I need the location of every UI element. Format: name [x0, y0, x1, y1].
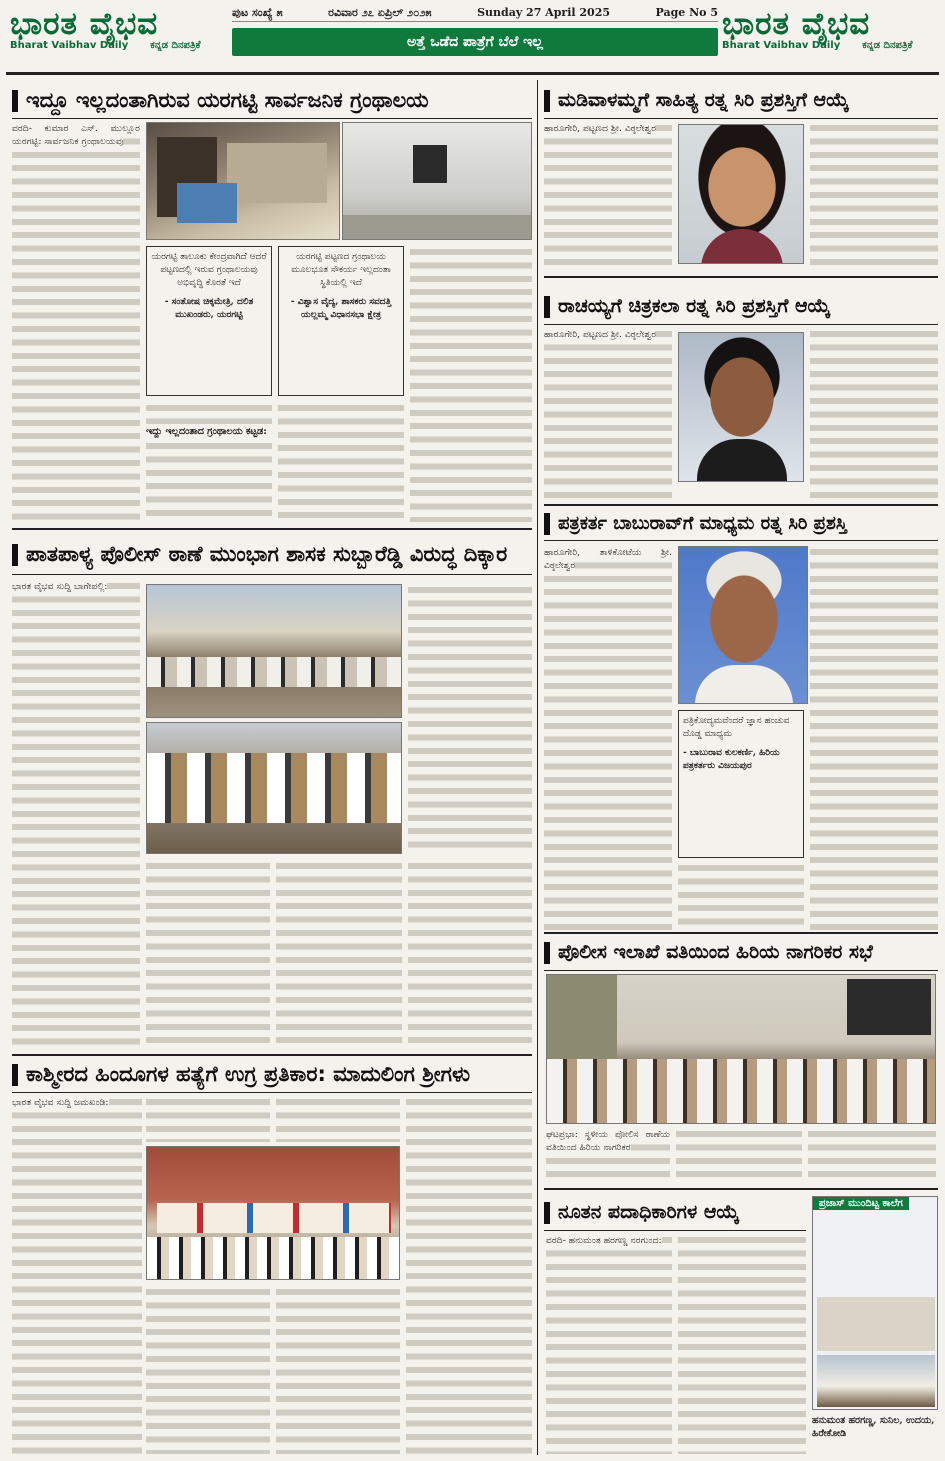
article-body-library-col3	[278, 402, 404, 522]
headline-library: ಇದ್ದೂ ಇಲ್ಲದಂತಾಗಿರುವ ಯರಗಟ್ಟಿ ಸಾರ್ವಜನಿಕ ಗ್ರಂಥಾಲಯ	[12, 84, 534, 116]
logo-english: Bharat Vaibhav Daily	[722, 40, 841, 51]
masthead-rule	[6, 72, 939, 75]
section-rule	[12, 528, 532, 530]
article-body-kashmir-col3a	[276, 1096, 400, 1142]
headline-kashmir: ಕಾಶ್ಮೀರದ ಹಿಂದೂಗಳ ಹತ್ಯೆಗೆ ಉಗ್ರ ಪ್ರತಿಕಾರ: ಮಾದುಲಿಂಗ ಶ್ರೀಗಳು	[12, 1058, 534, 1090]
article-body-new-office-col1: ವರದಿ- ಹನುಮಂತ ಹರಗಣ್ಣ ನರಗುಂದ:	[546, 1234, 672, 1454]
logo-english: Bharat Vaibhav Daily	[10, 40, 129, 51]
tagline: ಅತ್ತೆ ಒಡೆದ ಪಾತ್ರೆಗೆ ಬೆಲೆ ಇಲ್ಲ	[232, 28, 718, 56]
section-rule	[544, 504, 938, 506]
headline-rule	[544, 324, 938, 325]
quote-author: - ಬಾಬುರಾವ ಕುಲಕರ್ಣಿ, ಹಿರಿಯ ಪತ್ರಕರ್ತರು ವಿಜಯಪುರ	[683, 748, 780, 771]
logo-title: ಭಾರತ ವೈಭವ	[10, 6, 159, 42]
column-divider	[537, 80, 538, 1455]
headline-rule	[12, 574, 532, 575]
quote-box-2	[278, 246, 404, 396]
section-rule	[544, 1188, 938, 1190]
article-body-kashmir-col3b	[276, 1286, 400, 1454]
article-body-madivalamma-col1: ಹಾರೂಗೇರಿ, ಪಟ್ಟಣದ ಶ್ರೀ. ವಿಠ್ಠಲೇಶ್ವರ	[544, 122, 672, 270]
article-body-kashmir-col1: ಭಾರತ ವೈಭವ ಸುದ್ದಿ ಜಮಖಂಡಿ:	[12, 1096, 142, 1454]
new-office-caption: ಹನುಮಂತ ಹರಗಣ್ಣ, ಸುನಿಲ, ಉದಯ, ಹಿರೇಕೋಡಿ	[812, 1415, 935, 1439]
headline-rule	[544, 970, 938, 971]
photo-rachayya	[678, 332, 804, 482]
headline-police-protest: ಪಾತಪಾಳ್ಯ ಪೊಲೀಸ್ ಠಾಣೆ ಮುಂಭಾಗ ಶಾಸಕ ಸುಬ್ಬಾರೆಡ್ಡಿ ವಿರುದ್ಧ ದಿಕ್ಕಾರ	[12, 538, 534, 570]
section-rule	[544, 276, 938, 278]
headline-rule	[544, 1230, 806, 1231]
photo-baburao	[678, 546, 808, 704]
photo-label: ಪ್ರಜಾಸ್ ಮುಂದಿಟ್ಟ ಕಾಲೆಗ	[813, 1197, 909, 1210]
headline-rachayya: ರಾಚಯ್ಯಗೆ ಚಿತ್ರಕಲಾ ರತ್ನ ಸಿರಿ ಪ್ರಶಸ್ತಿಗೆ ಆಯ್ಕೆ	[544, 290, 938, 322]
article-body-library-col4	[410, 246, 532, 522]
library-subhead: ಇದ್ದು ಇಲ್ಲದಂತಾದ ಗ್ರಂಥಾಲಯ ಕಟ್ಟಡ:	[146, 426, 267, 437]
headline-police-meeting: ಪೊಲೀಸ ಇಲಾಖೆ ವತಿಯಿಂದ ಹಿರಿಯ ನಾಗರಿಕರ ಸಭೆ	[544, 936, 938, 968]
quote-box-1	[146, 246, 272, 396]
article-body-police-col3	[276, 860, 402, 1050]
article-body-rachayya-col1: ಹಾರೂಗೇರಿ, ಪಟ್ಟಣದ ಶ್ರೀ. ವಿಠ್ಠಲೇಶ್ವರ	[544, 328, 672, 500]
date-english: Sunday 27 April 2025	[477, 6, 611, 19]
logo-title: ಭಾರತ ವೈಭವ	[722, 6, 871, 42]
issue-number: ಪುಟ ಸಂಖ್ಯೆ ೫	[232, 6, 283, 19]
date-kannada: ರವಿವಾರ ೨೭ ಏಪ್ರಿಲ್ ೨೦೨೫	[328, 6, 432, 19]
library-photo-shelves	[146, 122, 340, 240]
logo-kannada: ಕನ್ನಡ ದಿನಪತ್ರಿಕೆ	[862, 40, 913, 51]
headline-new-office: ನೂತನ ಪದಾಧಿಕಾರಿಗಳ ಆಯ್ಕೆ	[544, 1196, 806, 1228]
article-body-police-meeting-col1: ಘಟಪ್ರಭಾ: ಸ್ಥಳೀಯ ಪೋಲಿಸ ಠಾಣೆಯ ವತಿಯಿಂದ ಹಿರಿಯ ನಾಗರಿಕರ	[546, 1128, 670, 1184]
headline-rule	[544, 540, 938, 541]
article-body-baburao-col2	[678, 862, 804, 930]
page-number: Page No 5	[655, 6, 718, 19]
article-body-kashmir-col4	[406, 1096, 532, 1454]
article-body-library-col2b	[146, 440, 272, 522]
article-body-library-col2a	[146, 402, 272, 424]
masthead-logo-right	[722, 4, 944, 66]
article-body-new-office-col2	[678, 1234, 806, 1454]
protest-photo-2	[146, 722, 402, 854]
quote-text: ಪತ್ರಿಕೋದ್ಯಮವೆಂದರೆ ಜ್ಞಾನ ಹಂಚುವ ದೊಡ್ಡ ಮಾಧ್ಯಮ	[683, 716, 790, 739]
quote-author: - ಸಂತೋಷ ಚಿಕ್ಕಮೇತ್ರಿ, ದಲಿತ ಮುಖಂಡರು, ಯರಗಟ್ಟಿ	[164, 297, 254, 320]
article-body-library-col1: ವರದಿ- ಕುಮಾರ ಎಸ್. ಮುಲ್ಲೂರ ಯರಗಟ್ಟಿ: ಸಾರ್ವಜನಿಕ ಗ್ರಂಥಾಲಯವು	[12, 122, 140, 522]
article-body-baburao-col3	[810, 546, 938, 930]
headline-rule	[544, 118, 938, 119]
article-body-police-meeting-col2	[676, 1128, 802, 1184]
headline-madivalamma: ಮಡಿವಾಳಮ್ಮಗೆ ಸಾಹಿತ್ಯ ರತ್ನ ಸಿರಿ ಪ್ರಶಸ್ತಿಗೆ ಆಯ್ಕೆ	[544, 84, 938, 116]
quote-author: - ವಿಶ್ವಾಸ ವೈದ್ಯ, ಶಾಸಕರು ಸವದತ್ತಿ ಯಲ್ಲಮ್ಮ ವಿಧಾನಸಭಾ ಕ್ಷೇತ್ರ	[290, 297, 392, 320]
article-body-kashmir-col2b	[146, 1286, 270, 1454]
logo-kannada: ಕನ್ನಡ ದಿನಪತ್ರಿಕೆ	[150, 40, 201, 51]
article-body-baburao-col1: ಹಾರೂಗೇರಿ, ತಾಳಿಕೋಟೆಯ ಶ್ರೀ. ವಿಠ್ಠಲೇಶ್ವರ	[544, 546, 672, 930]
quote-text: ಯರಗಟ್ಟಿ ತಾಲೂಕು ಕೇಂದ್ರವಾಗಿದೆ ಆದರೆ ಪಟ್ಟಣದಲ್ಲಿ ಇರುವ ಗ್ರಂಥಾಲಯವು ಅಭಿವೃದ್ಧಿ ಕೊರತೆ ಇದೆ	[151, 252, 267, 288]
article-body-police-col4	[408, 584, 532, 854]
masthead-logo-left	[10, 4, 232, 66]
headline-rule	[12, 118, 532, 119]
library-photo-building	[342, 122, 532, 240]
section-rule	[544, 932, 938, 934]
masthead-center	[232, 6, 718, 66]
article-body-police-col2	[146, 860, 270, 1050]
police-meeting-photo	[546, 974, 936, 1124]
protest-photo-1	[146, 584, 402, 718]
article-body-kashmir-col2a	[146, 1096, 270, 1142]
new-office-photo	[812, 1196, 938, 1410]
headline-rule	[12, 1092, 532, 1093]
article-body-police-col1: ಭಾರತ ವೈಭವ ಸುದ್ದಿ ಬಾಗೇಪಲ್ಲಿ:	[12, 580, 140, 1050]
article-body-police-meeting-col3	[808, 1128, 936, 1184]
kashmir-rally-photo	[146, 1146, 400, 1280]
quote-text: ಯರಗಟ್ಟಿ ಪಟ್ಟಣದ ಗ್ರಂಥಾಲಯ ಮೂಲಭೂತ ಸೌಕರ್ಯ ಇಲ್ಲದಂತಾ ಸ್ಥಿತಿಯಲ್ಲಿ ಇದೆ	[291, 252, 391, 288]
quote-box-baburao	[678, 710, 804, 858]
article-body-police-col5	[408, 860, 532, 1050]
headline-baburao: ಪತ್ರಕರ್ತ ಬಾಬುರಾವ್‌ಗೆ ಮಾಧ್ಯಮ ರತ್ನ ಸಿರಿ ಪ್ರಶಸ್ತಿ	[544, 508, 938, 540]
photo-madivalamma	[678, 124, 804, 264]
section-rule	[12, 1054, 532, 1056]
article-body-rachayya-col2	[810, 328, 938, 500]
article-body-madivalamma-col2	[810, 122, 938, 270]
